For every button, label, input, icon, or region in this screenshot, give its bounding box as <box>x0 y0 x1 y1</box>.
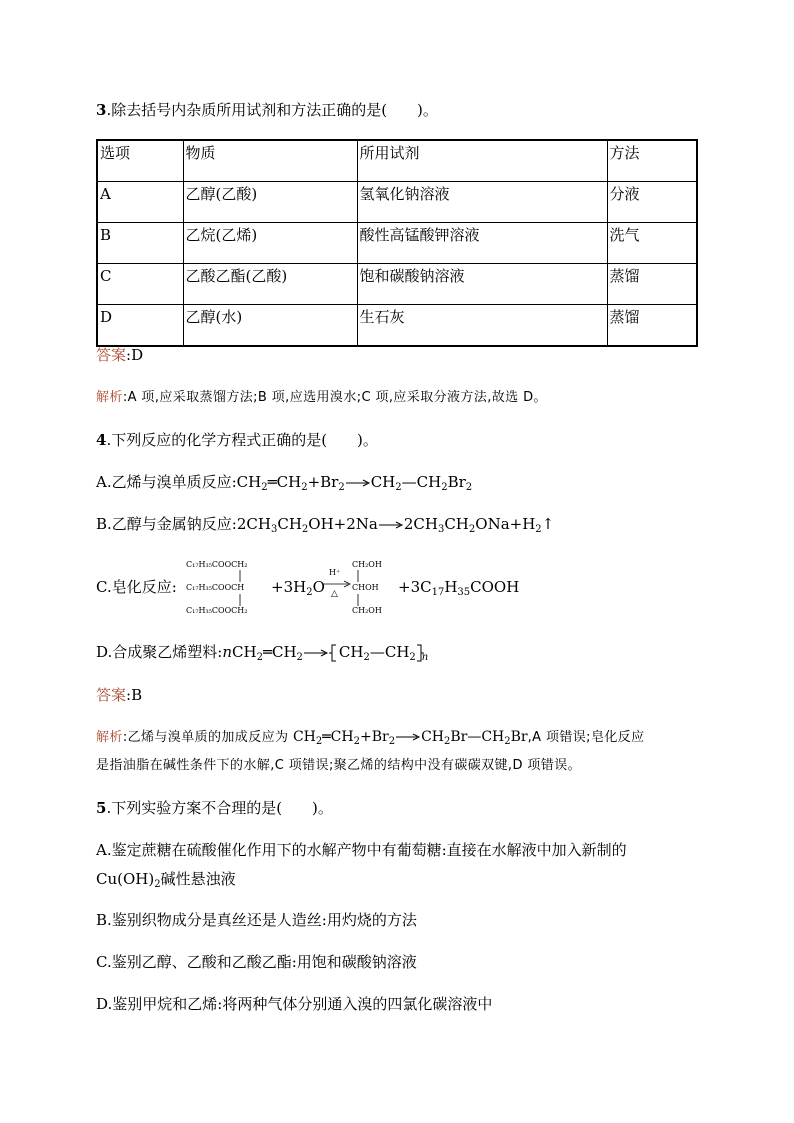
q5-number: 5 <box>96 799 107 817</box>
q5-option-d: D.鉴别甲烷和乙烯:将两种气体分别通入溴的四氯化碳溶液中 <box>96 995 493 1013</box>
table-row <box>97 305 697 347</box>
reaction-arrow-icon <box>395 732 421 742</box>
glycerol-structure <box>352 560 398 616</box>
option-d-prefix: D.合成聚乙烯塑料: <box>96 643 223 661</box>
table-cell: 酸性高锰酸钾溶液 <box>357 223 607 264</box>
explanation-equation: $CH_2═CH_2+Br_2$ $CH_2Br—CH_2Br$ <box>292 729 528 747</box>
bond-lines <box>356 570 360 606</box>
right-bracket-icon <box>416 642 424 664</box>
table-row <box>97 223 697 264</box>
q5-option-b: B.鉴别织物成分是真丝还是人造丝:用灼烧的方法 <box>96 911 417 929</box>
table-header-row <box>97 140 697 182</box>
triglyceride-structure <box>186 560 266 616</box>
header-reagent: 所用试剂 <box>357 140 607 182</box>
q4-stem <box>96 430 378 450</box>
catalyst-label: H⁺ <box>329 568 341 577</box>
q4-number: 4 <box>96 431 107 449</box>
polymer-repeat-unit: $CH_2—CH_2$ <box>329 642 422 662</box>
table-cell: D <box>97 305 183 347</box>
option-b-equation: $2CH_3CH_2OH+2Na$ $2CH_3CH_2ONa+H_2↑$ <box>236 515 555 535</box>
header-option: 选项 <box>97 140 183 182</box>
q5-option-a-line2 <box>96 869 236 889</box>
table-cell: 生石灰 <box>357 305 607 347</box>
stearic-acid-product: $+3C_{17}H_{35}COOH$ <box>398 578 520 598</box>
answer-value: :B <box>126 686 143 704</box>
reaction-condition <box>322 568 352 602</box>
option-a-text: 碱性悬浊液 <box>160 870 236 888</box>
q4-option-b <box>96 514 554 534</box>
reaction-arrow-icon <box>303 648 329 658</box>
table-row <box>97 264 697 305</box>
table-cell: 乙烷(乙烯) <box>183 223 357 264</box>
table-cell: 洗气 <box>607 223 697 264</box>
struct-row: CH₂OH <box>352 560 382 569</box>
q5-text: .下列实验方案不合理的是( )。 <box>106 799 333 817</box>
explanation-label: 解析 <box>96 390 123 405</box>
struct-row: CHOH <box>352 583 379 592</box>
table-cell: 乙酸乙酯(乙酸) <box>183 264 357 305</box>
q4-explanation-line2: 是指油脂在碱性条件下的水解,C 项错误;聚乙烯的结构中没有碳碳双键,D 项错误。 <box>96 758 581 773</box>
header-substance: 物质 <box>183 140 357 182</box>
table-cell: 氢氧化钠溶液 <box>357 182 607 223</box>
reaction-arrow-icon <box>345 478 371 488</box>
struct-row: CH₂OH <box>352 606 382 615</box>
table-cell: 饱和碳酸钠溶液 <box>357 264 607 305</box>
explanation-text: :A 项,应采取蒸馏方法;B 项,应选用溴水;C 项,应采取分液方法,故选 D。 <box>122 390 547 405</box>
table-row <box>97 182 697 223</box>
explanation-text: ,A 项错误;皂化反应 <box>527 730 645 745</box>
bond-lines <box>238 570 242 606</box>
table-cell: B <box>97 223 183 264</box>
option-a-prefix: A.乙烯与溴单质反应: <box>96 473 237 491</box>
q4-explanation-line1 <box>96 727 645 748</box>
table-cell: 分液 <box>607 182 697 223</box>
table-cell: C <box>97 264 183 305</box>
q3-stem <box>96 100 438 120</box>
q5-stem <box>96 798 333 818</box>
struct-row: C₁₇H₃₅COOCH₂ <box>186 560 248 569</box>
table-cell: 蒸馏 <box>607 264 697 305</box>
header-method: 方法 <box>607 140 697 182</box>
left-bracket-icon <box>329 642 337 664</box>
q3-text: .除去括号内杂质所用试剂和方法正确的是( )。 <box>106 101 438 119</box>
q4-option-c-prefix: C.皂化反应: <box>96 578 177 596</box>
q5-option-a-line1: A.鉴定蔗糖在硫酸催化作用下的水解产物中有葡萄糖:直接在水解液中加入新制的 <box>96 841 627 859</box>
answer-value: :D <box>126 346 144 364</box>
copper-hydroxide-formula: $Cu(OH)_2$ <box>96 870 161 890</box>
water-reactant: $+3H_2O$ <box>271 578 325 598</box>
table-cell: 乙醇(乙酸) <box>183 182 357 223</box>
explanation-label: 解析 <box>96 730 123 745</box>
struct-row: C₁₇H₃₅COOCH <box>186 583 245 592</box>
q3-table <box>96 139 698 347</box>
explanation-text: :乙烯与溴单质的加成反应为 <box>122 730 293 745</box>
q3-number: 3 <box>96 101 107 119</box>
option-a-equation: $CH_2═CH_2+Br_2$ $CH_2—CH_2Br_2$ <box>236 473 473 493</box>
q4-answer <box>96 685 142 705</box>
table-cell: 乙醇(水) <box>183 305 357 347</box>
table-cell: A <box>97 182 183 223</box>
q4-text: .下列反应的化学方程式正确的是( )。 <box>106 431 378 449</box>
q4-option-a <box>96 472 472 492</box>
option-d-equation: $nCH_2═CH_2$ $CH_2—CH_2$ $_n$ <box>222 643 429 663</box>
q3-explanation <box>96 388 547 408</box>
option-b-prefix: B.乙醇与金属钠反应: <box>96 515 237 533</box>
q5-option-c: C.鉴别乙醇、乙酸和乙酸乙酯:用饱和碳酸钠溶液 <box>96 953 417 971</box>
reaction-arrow-icon <box>322 580 352 588</box>
q4-option-d <box>96 642 428 662</box>
struct-row: C₁₇H₃₅COOCH₂ <box>186 606 248 615</box>
answer-label: 答案 <box>96 346 127 364</box>
answer-label: 答案 <box>96 686 127 704</box>
heat-symbol: △ <box>331 589 338 599</box>
q3-answer <box>96 345 143 365</box>
reaction-arrow-icon <box>378 520 404 530</box>
table-cell: 蒸馏 <box>607 305 697 347</box>
